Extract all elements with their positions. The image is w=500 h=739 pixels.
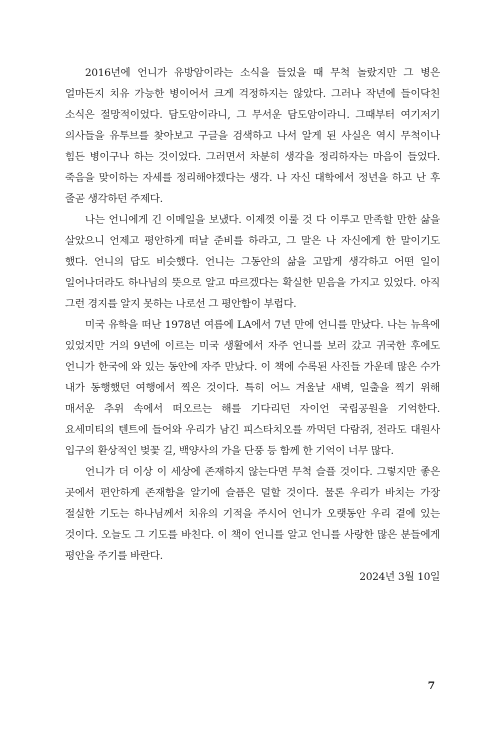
body-text (65, 63, 440, 588)
date-line: 2024년 3월 10일 (359, 571, 440, 583)
paragraph-4: 언니가 더 이상 이 세상에 존재하지 않는다면 무척 슬플 것이다. 그렇지만 좋은 곳에서 편안하게 존재함을 알기에 슬픔은 덜할 것이다. 물론 우리가 바치는 가장 절실한 기도는 하나님께서 치유의 기적을 주시어 언니가 오랫동안 우리 곁에 있는 것이다. 오늘도 그 기도를 바친다. 이 책이 언니를 알고 언니를 사랑한 많은 분들에게 평안을 주기를 바란다. (65, 466, 440, 562)
paragraph-2: 나는 언니에게 긴 이메일을 보냈다. 이제껏 이룰 것 다 이루고 만족할 만한 삶을 살았으니 언제고 평안하게 떠날 준비를 하라고, 그 말은 나 자신에게 한 말이기도 했다. 언니의 답도 비슷했다. 언니는 그동안의 삶을 고맙게 생각하고 어떤 일이 일어나더라도 하나님의 뜻으로 알고 따르겠다는 확실한 믿음을 가지고 있었다. 아직 그런 경지를 알지 못하는 나로선 그 평안함이 부럽다. (65, 214, 440, 310)
page-number: 7 (427, 680, 435, 692)
paragraph-1: 2016년에 언니가 유방암이라는 소식을 들었을 때 무척 놀랐지만 그 병은 얼마든지 치유 가능한 병이어서 크게 걱정하지는 않았다. 그러나 작년에 들이닥친 소식은 절망적이었다. 담도암이라니, 그 무서운 담도암이라니. 그때부터 여기저기 의사들을 유투브를 찾아보고 구글을 검색하고 나서 알게 된 사실은 역시 무척이나 힘든 병이구나 하는 것이었다. 그러면서 차분히 생각을 정리하자는 마음이 들었다. 죽음을 맞이하는 자세를 정리해야겠다는 생각. 나 자신 대학에서 정년을 하고 난 후 줄곧 생각하던 주제다. (65, 67, 440, 205)
paragraph-3: 미국 유학을 떠난 1978년 여름에 LA에서 7년 만에 언니를 만났다. 나는 뉴욕에 있었지만 거의 9년에 이르는 미국 생활에서 자주 언니를 보러 갔고 귀국한 후에도 언니가 한국에 와 있는 동안에 자주 만났다. 이 책에 수록된 사진들 가운데 많은 수가 내가 동행했던 여행에서 찍은 것이다. 특히 어느 겨울날 새벽, 일출을 찍기 위해 매서운 추위 속에서 떠오르는 해를 기다리던 자이언 국립공원을 기억한다. 요세미티의 텐트에 들어와 우리가 남긴 피스타치오를 까먹던 다람쥐, 전라도 대원사 입구의 환상적인 벚꽃 길, 백양사의 가을 단풍 등 함께 한 기억이 너무 많다. (65, 319, 440, 457)
